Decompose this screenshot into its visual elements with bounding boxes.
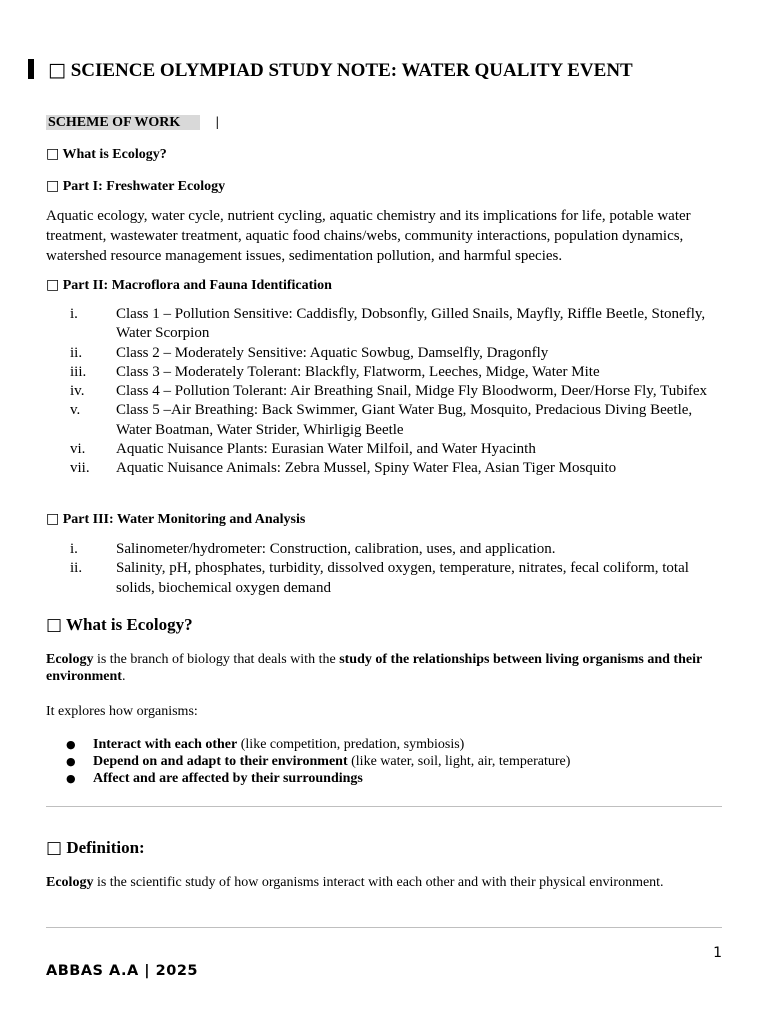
divider [46,806,722,807]
definition-term: Ecology [46,875,94,890]
toc-part1-text: Part I: Freshwater Ecology [62,179,226,194]
list-item [46,305,722,344]
list-item [46,540,722,559]
list-item-text: Salinometer/hydrometer: Construction, calibration, uses, and application. [116,541,556,557]
explores-line: It explores how organisms: [46,704,198,719]
ecology-section-heading [46,614,193,636]
scheme-highlight [46,115,200,130]
toc-what-is-ecology [46,145,167,164]
intro-emphasis: study of the relationships between living organisms and their environment [46,652,702,684]
scheme-pipe: | [215,115,219,130]
list-item-text: Class 5 –Air Breathing: Back Swimmer, Giant Water Bug, Mosquito, Predacious Diving Beetle, Water Boatman, Water Strider, Whirligig Beetle [116,402,693,438]
list-item-number: vi. [70,441,86,458]
toc-icon: □ [46,277,60,293]
page-number: 1 [713,945,722,961]
section-icon: □ [46,838,63,858]
divider [46,927,722,928]
bullet-icon: ● [66,738,76,751]
footer-author: ABBAS A.A | 2025 [46,963,199,979]
list-item [46,401,722,440]
list-item-number: v. [70,402,81,419]
definition-heading-text: Definition: [66,838,145,857]
toc-part1-heading [46,177,225,196]
list-item-text: Class 4 – Pollution Tolerant: Air Breathing Snail, Midge Fly Bloodworm, Deer/Horse Fly, Tubifex [116,383,708,400]
list-item [46,736,722,753]
toc-part3-heading [46,510,305,529]
toc-icon: □ [46,511,60,527]
definition-heading [46,837,145,859]
toc-icon: □ [46,146,60,162]
list-item [46,344,722,363]
bullet-bold: Affect and are affected by their surroundings [93,771,363,786]
toc-icon: □ [46,178,60,194]
bullet-rest: (like competition, predation, symbiosis) [237,737,465,752]
toc-part2-heading [46,276,332,295]
bullet-bold: Interact with each other [93,737,238,752]
title-bar-marker [28,59,34,79]
list-item [46,753,722,770]
part1-description: Aquatic ecology, water cycle, nutrient cycling, aquatic chemistry and its implications for life, potable water treatment, wastewater treatment, aquatic food chains/webs, community interactions, population dynamics, watershed resource management issues, sedimentation pollution, and harmful species. [46,208,691,264]
scheme-of-work-label [46,114,219,132]
list-item-text: Class 1 – Pollution Sensitive: Caddisfly, Dobsonfly, Gilled Snails, Mayfly, Riffle Beetle, Stonefly, Water Scorpion [116,306,706,342]
part3-list [46,540,722,598]
bullet-rest: (like water, soil, light, air, temperature) [347,754,571,769]
bullet-icon: ● [66,772,76,785]
toc-part2-text: Part II: Macroflora and Fauna Identification [62,278,332,293]
list-item [46,559,722,598]
title-icon: □ [48,59,66,81]
list-item-text: Aquatic Nuisance Plants: Eurasian Water Milfoil, and Water Hyacinth [116,441,536,458]
toc-part3-text: Part III: Water Monitoring and Analysis [62,512,306,527]
list-item-text: Class 3 – Moderately Tolerant: Blackfly, Flatworm, Leeches, Midge, Water Mite [116,363,600,380]
list-item-number: iv. [70,383,85,400]
document-title [28,58,748,83]
list-item [46,459,722,478]
bullet-bold: Depend on and adapt to their environment [93,754,348,769]
ecology-intro-paragraph [46,651,722,685]
ecology-term: Ecology [46,652,94,667]
list-item-number: ii. [70,344,83,361]
intro-text: is the branch of biology that deals with the [93,652,340,667]
definition-text: is the scientific study of how organisms interact with each other and with their physical environment. [93,875,664,890]
ecology-bullet-list [46,736,722,787]
list-item-text: Aquatic Nuisance Animals: Zebra Mussel, Spiny Water Flea, Asian Tiger Mosquito [116,460,617,477]
list-item-number: i. [70,306,78,322]
intro-end: . [121,669,126,684]
list-item [46,382,722,401]
part2-list [46,305,722,479]
list-item [46,363,722,382]
list-item-number: iii. [70,363,87,380]
list-item-number: i. [70,541,78,557]
section-icon: □ [46,615,63,635]
scheme-text: SCHEME OF WORK [48,115,181,130]
list-item-number: ii. [70,560,83,577]
list-item [46,770,722,787]
list-item-text: Class 2 – Moderately Sensitive: Aquatic Sowbug, Damselfly, Dragonfly [116,344,549,361]
list-item [46,440,722,459]
toc-what-is-ecology-text: What is Ecology? [62,147,167,162]
bullet-icon: ● [66,755,76,768]
ecology-heading-text: What is Ecology? [66,615,193,634]
title-text: SCIENCE OLYMPIAD STUDY NOTE: WATER QUALITY EVENT [70,60,633,81]
list-item-text: Salinity, pH, phosphates, turbidity, dissolved oxygen, temperature, nitrates, fecal coliform, total solids, biochemical oxygen demand [116,560,689,596]
definition-paragraph [46,874,722,891]
list-item-number: vii. [70,460,90,477]
